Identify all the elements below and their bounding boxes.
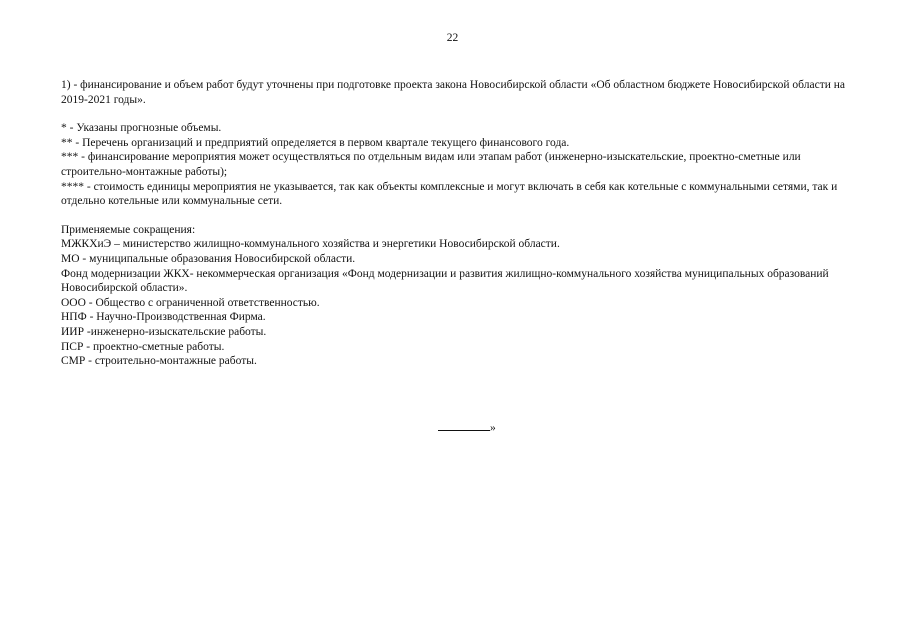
closing-mark (438, 420, 496, 436)
abbreviation-item: ООО - Общество с ограниченной ответственностью. (61, 296, 320, 309)
abbreviations-block (61, 223, 851, 369)
abbreviation-item: Фонд модернизации ЖКХ- некоммерческая организация «Фонд модернизации и развития жилищно-коммунального хозяйства муниципальных образований Новосибирской области». (61, 267, 829, 295)
abbreviation-item: МЖКХиЭ – министерство жилищно-коммунального хозяйства и энергетики Новосибирской области. (61, 238, 560, 251)
page-number: 22 (446, 32, 459, 44)
footnote-2: ** - Перечень организаций и предприятий определяется в первом квартале текущего финансового года. (61, 136, 570, 149)
abbreviation-item: МО - муниципальные образования Новосибирской области. (61, 252, 356, 265)
abbreviation-item: ИИР -инженерно-изыскательские работы. (61, 325, 267, 338)
abbreviation-item: СМР - строительно-монтажные работы. (61, 355, 257, 368)
note-1: 1) - финансирование и объем работ будут уточнены при подготовке проекта закона Новосибирской области «Об областном бюджете Новосибирской области на 2019-2021 годы». (61, 79, 846, 106)
abbreviation-item: ПСР - проектно-сметные работы. (61, 340, 225, 353)
closing-quote: » (490, 422, 496, 434)
footnotes-block (61, 121, 851, 209)
signature-line (438, 420, 490, 431)
abbreviation-item: НПФ - Научно-Производственная Фирма. (61, 311, 266, 324)
footnote-4: **** - стоимость единицы мероприятия не указывается, так как объекты комплексные и могут включать в себя как котельные с коммунальными сетями, так и отдельно котельные или коммунальные сети. (61, 180, 838, 208)
document-body (61, 78, 851, 369)
footnote-1: * - Указаны прогнозные объемы. (61, 122, 222, 135)
abbreviations-heading: Применяемые сокращения: (61, 223, 196, 236)
footnote-3: *** - финансирование мероприятия может осуществляться по отдельным видам или этапам работ (инженерно-изыскательские, проектно-сметные или строительно-монтажные работы); (61, 151, 801, 178)
